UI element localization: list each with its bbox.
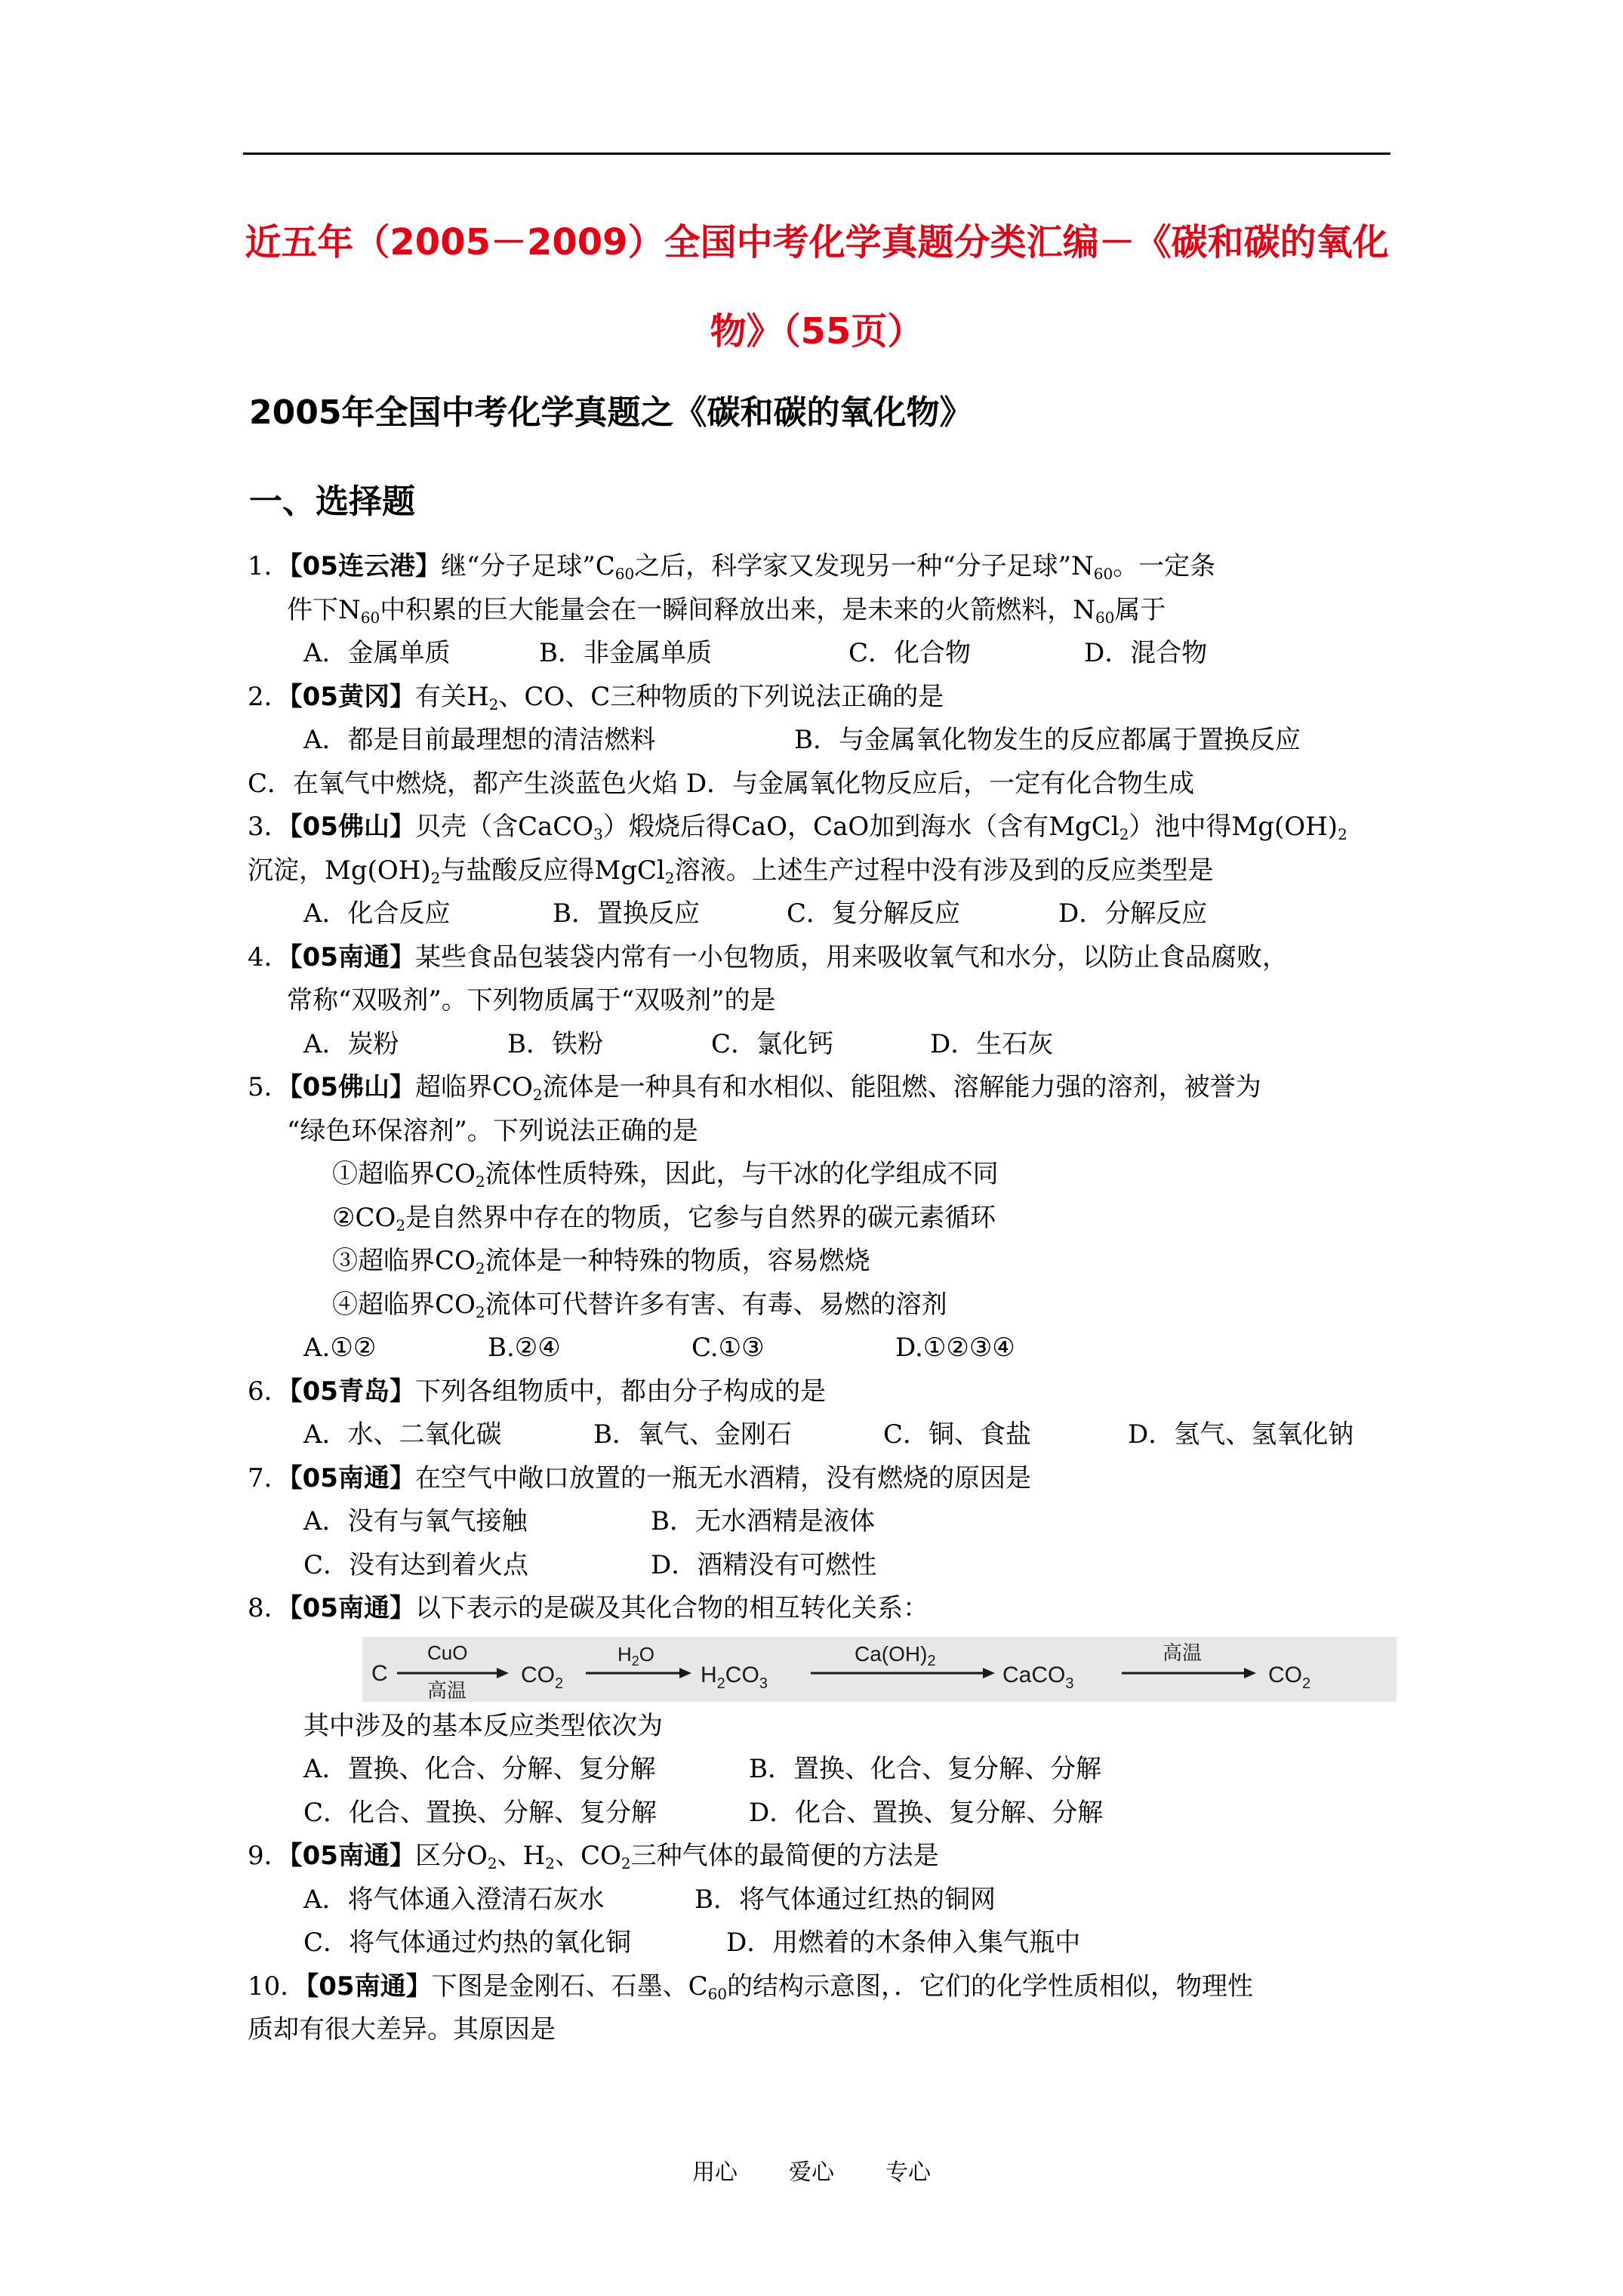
arrow-1-condition: 高温 (427, 1678, 467, 1702)
option-d: D．混合物 (1084, 638, 1208, 668)
species-carbon: C (371, 1660, 388, 1686)
footer-word-3: 专心 (885, 2159, 931, 2186)
question-3-line-2: 沉淀，$Mg(OH)_2$与盐酸反应得MgCl$_2$溶液。上述生产过程中没有涉及到的反应类型是 (248, 855, 1214, 887)
arrow-4-condition: 高温 (1163, 1641, 1203, 1664)
question-list (248, 545, 1410, 2052)
option-a: A．都是目前最理想的清洁燃料 (303, 725, 656, 755)
question-3-options: A．化合反应 B．置换反应 C．复分解反应 D．分解反应 (303, 898, 1208, 929)
species-co2-first: $CO_2$ (521, 1662, 564, 1692)
title-line-2: 物》（55页） (710, 310, 924, 353)
question-8-options-ab: A．置换、化合、分解、复分解 B．置换、化合、复分解、分解 (303, 1754, 1101, 1784)
document-title (243, 198, 1390, 376)
question-8-line-2: 其中涉及的基本反应类型依次为 (303, 1710, 663, 1741)
arrow-4-head (1244, 1668, 1256, 1678)
question-9-line-1: 9．【05南通】区分$O_2$、$H_2$、$CO_2$三种气体的最简便的方法是 (248, 1841, 939, 1872)
question-5-options: A.①② B.②④ C.①③ D.①②③④ (303, 1333, 1015, 1363)
question-5-line-1: 5．【05佛山】超临界$CO_2$流体是一种具有和水相似、能阻燃、溶解能力强的溶剂，被誉为 (248, 1072, 1261, 1104)
question-10-line-2: 质却有很大差异。其原因是 (248, 2014, 556, 2045)
question-2-line-1: 2．【05黄冈】有关$H_2$、CO、C三种物质的下列说法正确的是 (248, 681, 944, 713)
option-b: B．与金属氧化物发生的反应都属于置换反应 (794, 725, 1301, 755)
page-footer (0, 2153, 1623, 2187)
question-3-line-1: 3．【05佛山】贝壳（含CaCO$_3$）煅烧后得CaO，CaO加到海水（含有MgCl$_2$）池中得$Mg(OH)_2$ (248, 812, 1347, 843)
species-co2-second: $CO_2$ (1268, 1662, 1311, 1692)
arrow-1-reagent: CuO (427, 1641, 468, 1664)
question-7-options-ab: A．没有与氧气接触 B．无水酒精是液体 (303, 1506, 875, 1536)
arrow-2-head (679, 1668, 691, 1678)
statement-2: $②CO_2$是自然界中存在的物质，它参与自然界的碳元素循环 (332, 1202, 996, 1234)
statement-4: ④超临界$CO_2$流体可代替许多有害、有毒、易燃的溶剂 (332, 1289, 947, 1321)
arrow-3-head (983, 1668, 995, 1678)
reaction-scheme-row (248, 1631, 1410, 1705)
question-1-line-1: 1．【05连云港】继“分子足球$”C_{60}$之后，科学家又发现另一种“分子足球$”N_{60}$。一定条 (248, 551, 1216, 583)
question-6-line-1: 6．【05青岛】下列各组物质中，都由分子构成的是 (248, 1376, 826, 1407)
question-1-options (248, 632, 1410, 676)
question-1-line-2: 件下$N_{60}$中积累的巨大能量会在一瞬间释放出来，是未来的火箭燃料，$N_{60}$属于 (287, 594, 1166, 627)
arrow-3-reagent: $Ca(OH)_2$ (855, 1641, 936, 1669)
question-9-options-ab: A．将气体通入澄清石灰水 B．将气体通过红热的铜网 (303, 1884, 996, 1915)
question-7-options-cd: C．没有达到着火点 D．酒精没有可燃性 (303, 1549, 877, 1580)
species-calcium-carbonate: CaCO$_3$ (1002, 1662, 1074, 1692)
section-title: 2005年全国中考化学真题之《碳和碳的氧化物》 (249, 393, 973, 432)
option-c: C．化合物 (848, 638, 972, 668)
arrow-1-head (497, 1668, 509, 1678)
question-8-line-1: 8．【05南通】以下表示的是碳及其化合物的相互转化关系： (248, 1593, 929, 1623)
question-10-line-1: 10．【05南通】下图是金刚石、石墨、$C_{60}$的结构示意图，．它们的化学性质相似，物理性 (248, 1971, 1254, 2003)
species-carbonic-acid: $H_2CO_3$ (701, 1662, 768, 1692)
question-6-options: A．水、二氧化碳 B．氧气、金刚石 C．铜、食盐 D．氢气、氢氧化钠 (303, 1419, 1354, 1450)
reaction-scheme-svg (362, 1637, 1397, 1702)
option-b: B．非金属单质 (539, 638, 712, 668)
question-7-line-1: 7．【05南通】在空气中敞口放置的一瓶无水酒精，没有燃烧的原因是 (248, 1462, 1031, 1493)
option-a: A．金属单质 (303, 638, 451, 668)
question-9-options-cd: C．将气体通过灼热的氧化铜 D．用燃着的木条伸入集气瓶中 (303, 1928, 1081, 1958)
question-2-options-cd: C．在氧气中燃烧，都产生淡蓝色火焰 D．与金属氧化物反应后，一定有化合物生成 (248, 768, 1195, 799)
question-4-options: A．炭粉 B．铁粉 C．氯化钙 D．生石灰 (303, 1028, 1054, 1059)
question-5-line-2: “绿色环保溶剂”。下列说法正确的是 (287, 1115, 698, 1146)
footer-word-1: 用心 (692, 2159, 738, 2186)
header-rule (243, 153, 1390, 155)
part-title: 一、选择题 (249, 482, 415, 521)
question-8-options-cd: C．化合、置换、分解、复分解 D．化合、置换、复分解、分解 (303, 1797, 1104, 1828)
statement-1: ①超临界$CO_2$流体性质特殊，因此，与干冰的化学组成不同 (332, 1159, 999, 1191)
question-2-options-ab (248, 719, 1410, 763)
question-tag: 【05连云港】 (289, 551, 441, 581)
arrow-2-reagent: $H_2O$ (617, 1642, 655, 1669)
reaction-scheme (362, 1637, 1397, 1702)
footer-word-2: 爱心 (789, 2159, 834, 2186)
question-4-line-2: 常称“双吸剂”。下列物质属于“双吸剂”的是 (287, 985, 776, 1015)
question-4-line-1: 4．【05南通】某些食品包装袋内常有一小包物质，用来吸收氧气和水分，以防止食品腐败， (248, 942, 1288, 972)
title-line-1: 近五年（2005－2009）全国中考化学真题分类汇编－《碳和碳的氧化 (245, 221, 1389, 264)
statement-3: ③超临界$CO_2$流体是一种特殊的物质，容易燃烧 (332, 1246, 870, 1277)
